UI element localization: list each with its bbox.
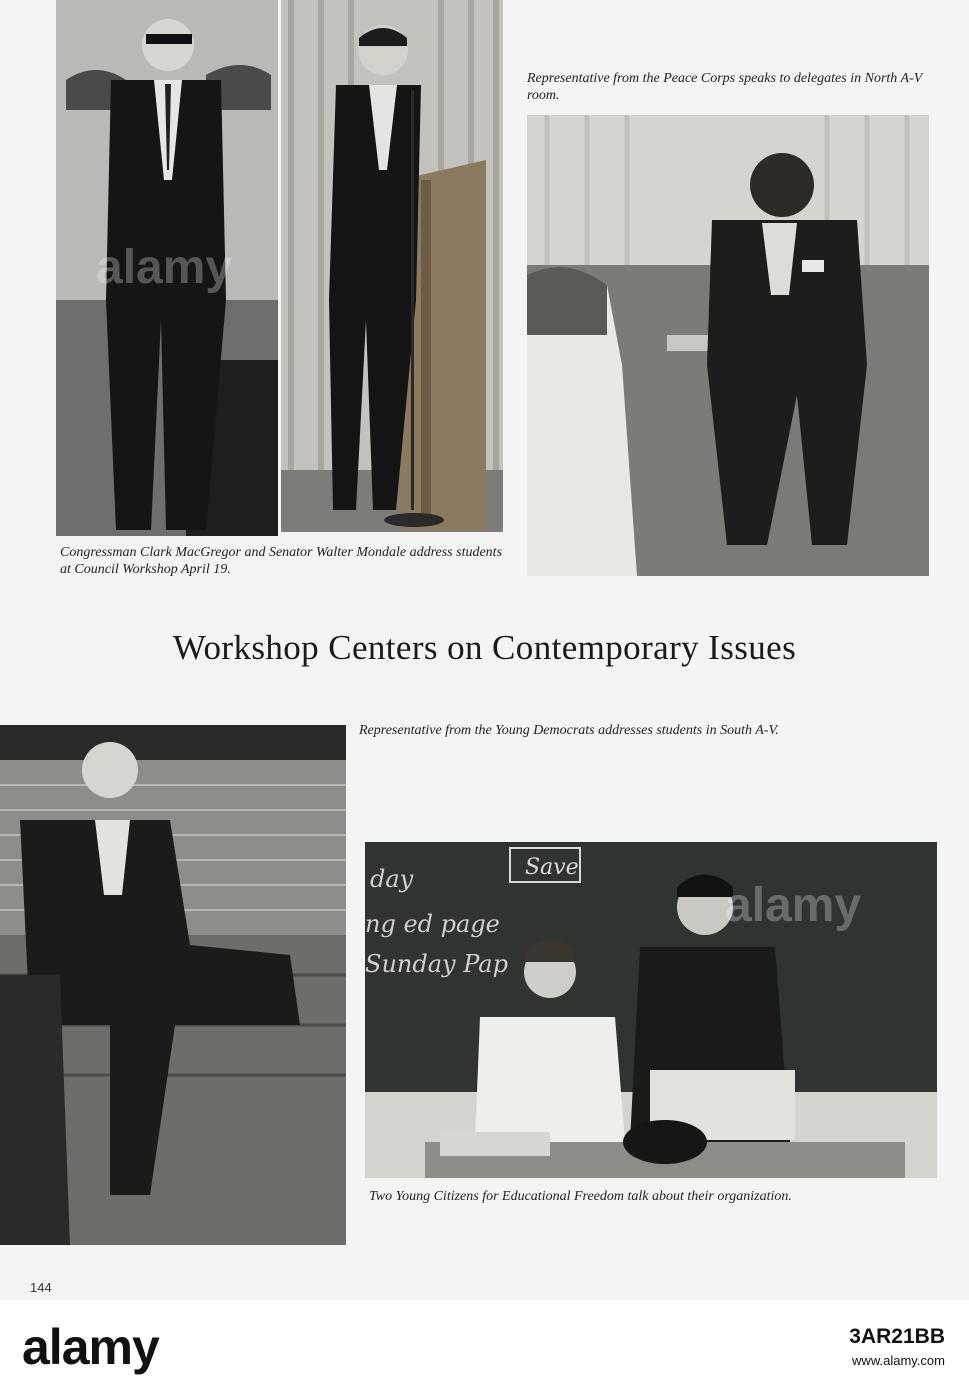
footer-logo: alamy [22,1319,159,1375]
chalkboard-line-3: Sunday Pap [365,950,508,978]
young-citizens-image [365,842,937,1178]
photo-macgregor [56,0,278,536]
photo-young-citizens [365,842,937,1178]
page-number: 144 [30,1280,52,1295]
peace-corps-image [527,115,929,576]
watermark-overlay-2: alamy [725,879,862,932]
footer-url[interactable]: www.alamy.com [852,1353,945,1368]
chalkboard-line-2: ng ed page [365,910,500,938]
photo-young-democrats [0,725,346,1245]
mondale-image [281,0,503,532]
caption-young-citizens: Two Young Citizens for Educational Freedom talk about their organization. [369,1189,792,1204]
macgregor-image [56,0,278,536]
photo-mondale [281,0,503,532]
caption-peace-corps: Representative from the Peace Corps speaks to delegates in North A-V room. [527,71,923,103]
caption-macgregor-mondale: Congressman Clark MacGregor and Senator Walter Mondale address students at Council Workshop April 19. [60,545,503,577]
footer-image-code: 3AR21BB [849,1325,945,1348]
chalkboard-save-text: Save [525,855,579,880]
stock-footer [0,1300,969,1390]
footer-image-info [849,1325,945,1368]
chalkboard-line-1: day [370,865,414,893]
photo-peace-corps [527,115,929,576]
page-headline: Workshop Centers on Contemporary Issues [172,628,797,667]
caption-young-democrats: Representative from the Young Democrats addresses students in South A-V. [359,723,779,738]
young-democrats-image [0,725,346,1245]
watermark-overlay: alamy [96,241,233,294]
